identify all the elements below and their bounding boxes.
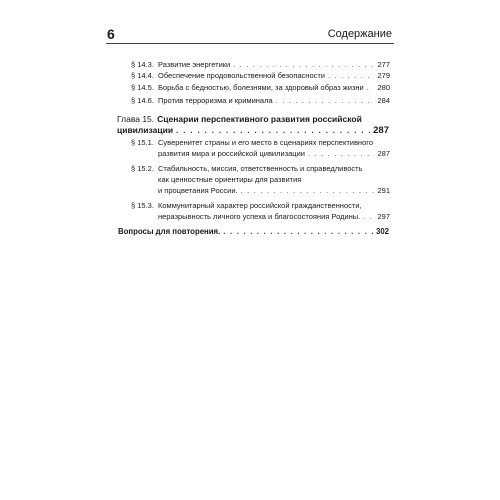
section-number: § 14.5. [131,83,154,92]
dot-leader [276,95,375,106]
section-page: 277 [377,60,390,69]
section-title: Против терроризма и криминала [158,96,273,105]
section-title-line1: Суверенитет страны и его место в сценариях перспективного [158,138,373,147]
section-page: 287 [377,149,390,158]
review-title: Вопросы для повторения. [118,227,221,236]
toc-entry-14-6[interactable] [131,95,390,106]
chapter-label: Глава 15. [117,114,155,124]
section-number: § 14.4. [131,71,154,80]
section-title-line3: и процветания России. [158,186,238,195]
section-number: § 15.1. [131,138,154,147]
section-title: Развитие энергетики [158,60,231,69]
toc-entry-14-4[interactable] [131,70,390,81]
toc-entry-15-3[interactable] [131,200,390,222]
section-number: § 15.2. [131,164,154,173]
section-number: § 14.6. [131,96,154,105]
section-title-line2: развития мира и российской цивилизации [158,149,305,158]
review-page: 302 [375,227,389,236]
section-page: 297 [377,212,390,221]
toc-review-questions[interactable] [118,226,389,237]
dot-leader [223,226,373,237]
section-title-line1: Стабильность, миссия, ответственность и справедливость [158,164,363,173]
section-title: Обеспечение продовольственной безопасности [158,71,325,80]
dot-leader [308,148,375,159]
toc-entry-15-1[interactable] [131,137,390,159]
dot-leader [367,82,375,93]
header-rule [106,43,394,44]
section-page: 284 [377,96,390,105]
section-title-line1: Коммунитарный характер российской гражданственности, [158,201,362,210]
dot-leader [176,125,370,136]
section-title-line2: как ценностные ориентиры для развития [158,175,302,184]
toc-entry-15-2[interactable] [131,163,390,196]
running-head: Содержание [327,28,392,40]
dot-leader [233,59,374,70]
chapter-page: 287 [373,125,389,136]
chapter-title-line1: Сценарии перспективного развития российской [157,114,362,124]
chapter-title-line2: цивилизации [117,125,174,135]
section-title: Борьба с бедностью, болезнями, за здоровый образ жизни [158,83,364,92]
section-number: § 14.3. [131,60,154,69]
section-number: § 15.3. [131,201,154,210]
toc-chapter-15[interactable] [117,114,389,136]
section-title-line2: неразрывность личного успеха и благосостояния Родины. [158,212,361,221]
dot-leader [363,211,374,222]
dot-leader [328,70,374,81]
section-page: 279 [377,71,390,80]
page-number: 6 [107,26,115,42]
section-page: 280 [377,83,390,92]
toc-entry-14-3[interactable] [131,59,390,70]
dot-leader [241,185,375,196]
toc-entry-14-5[interactable] [131,82,390,93]
section-page: 291 [377,186,390,195]
